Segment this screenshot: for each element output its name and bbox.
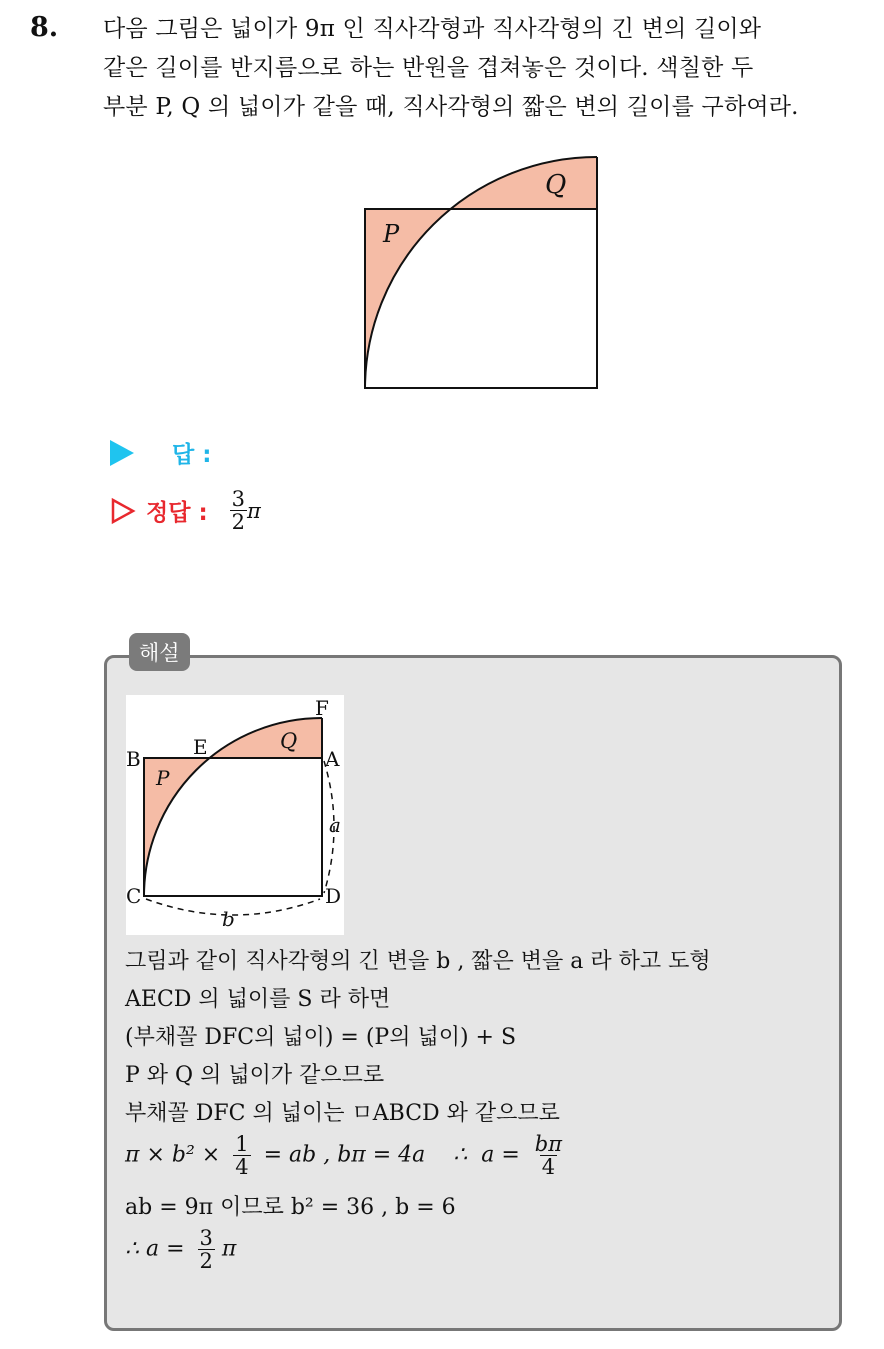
question-line-2: 같은 길이를 반지름으로 하는 반원을 겹쳐놓은 것이다. 색칠한 두	[103, 55, 754, 81]
question-line-1: 다음 그림은 넓이가 9π 인 직사각형과 직사각형의 긴 변의 길이와	[103, 16, 762, 42]
point-b-label: B	[126, 747, 141, 771]
correct-answer-fraction	[230, 488, 247, 533]
correct-answer-row	[110, 488, 261, 533]
fraction-numerator: 3	[199, 1226, 213, 1250]
fraction-denominator: 2	[231, 510, 246, 534]
equation-therefore: ∴ a =	[125, 1236, 185, 1262]
fraction-numerator: 1	[235, 1132, 249, 1156]
answer-label: 답 :	[172, 442, 212, 468]
side-a-label: a	[329, 813, 341, 837]
equation-part-2: = ab , bπ = 4a ∴ a =	[263, 1142, 520, 1168]
solution-text	[125, 943, 825, 1283]
solution-tag: 해설	[129, 633, 190, 671]
solution-shaded-q	[210, 718, 322, 758]
equation-part-1: π × b² ×	[125, 1142, 221, 1168]
correct-answer-label: 정답 :	[146, 500, 208, 526]
label-p-small: P	[156, 766, 170, 790]
solution-shaded-p	[144, 758, 210, 896]
question-text	[103, 10, 863, 127]
solution-line-4: P 와 Q 의 넓이가 같으므로	[125, 1063, 385, 1088]
fraction-denominator: 4	[235, 1155, 249, 1179]
solution-line-1: 그림과 같이 직사각형의 긴 변을 b , 짧은 변을 a 라 하고 도형	[125, 949, 711, 974]
shaded-region-q	[452, 157, 597, 209]
solution-line-5: 부채꼴 DFC 의 넓이는 ㅁABCD 와 같으므로	[125, 1101, 560, 1126]
solution-line-6	[125, 1133, 825, 1189]
label-p: P	[383, 220, 400, 248]
label-q: Q	[545, 170, 567, 200]
solution-line-3: (부채꼴 DFC의 넓이) = (P의 넓이) + S	[125, 1025, 517, 1050]
shaded-region-p	[365, 209, 452, 388]
point-f-label: F	[315, 696, 329, 720]
side-b-label: b	[222, 907, 235, 931]
correct-answer-suffix: π	[247, 498, 261, 523]
answer-row	[110, 436, 411, 469]
fraction-three-halves	[198, 1227, 215, 1272]
triangle-outline-icon	[110, 497, 136, 525]
solution-line-8	[125, 1227, 825, 1283]
label-q-small: Q	[280, 729, 298, 753]
play-icon	[110, 440, 134, 466]
solution-line-7: ab = 9π 이므로 b² = 36 , b = 6	[125, 1195, 456, 1220]
point-d-label: D	[325, 884, 342, 908]
fraction-b-pi-over-4	[533, 1133, 564, 1178]
point-e-label: E	[193, 735, 208, 759]
fraction-one-quarter	[233, 1133, 250, 1178]
question-number: 8.	[30, 12, 59, 43]
fraction-numerator: 3	[231, 487, 246, 511]
fraction-denominator: 2	[199, 1249, 213, 1273]
problem-figure	[355, 150, 615, 400]
fraction-denominator: 4	[541, 1155, 556, 1179]
fraction-numerator: bπ	[534, 1132, 563, 1156]
point-c-label: C	[126, 884, 142, 908]
solution-line-2: AECD 의 넓이를 S 라 하면	[125, 987, 391, 1012]
question-line-3: 부분 P, Q 의 넓이가 같을 때, 직사각형의 짧은 변의 길이를 구하여라.	[103, 94, 799, 120]
solution-figure	[126, 695, 344, 935]
point-a-label: A	[325, 747, 340, 771]
pi-symbol: π	[221, 1236, 237, 1262]
